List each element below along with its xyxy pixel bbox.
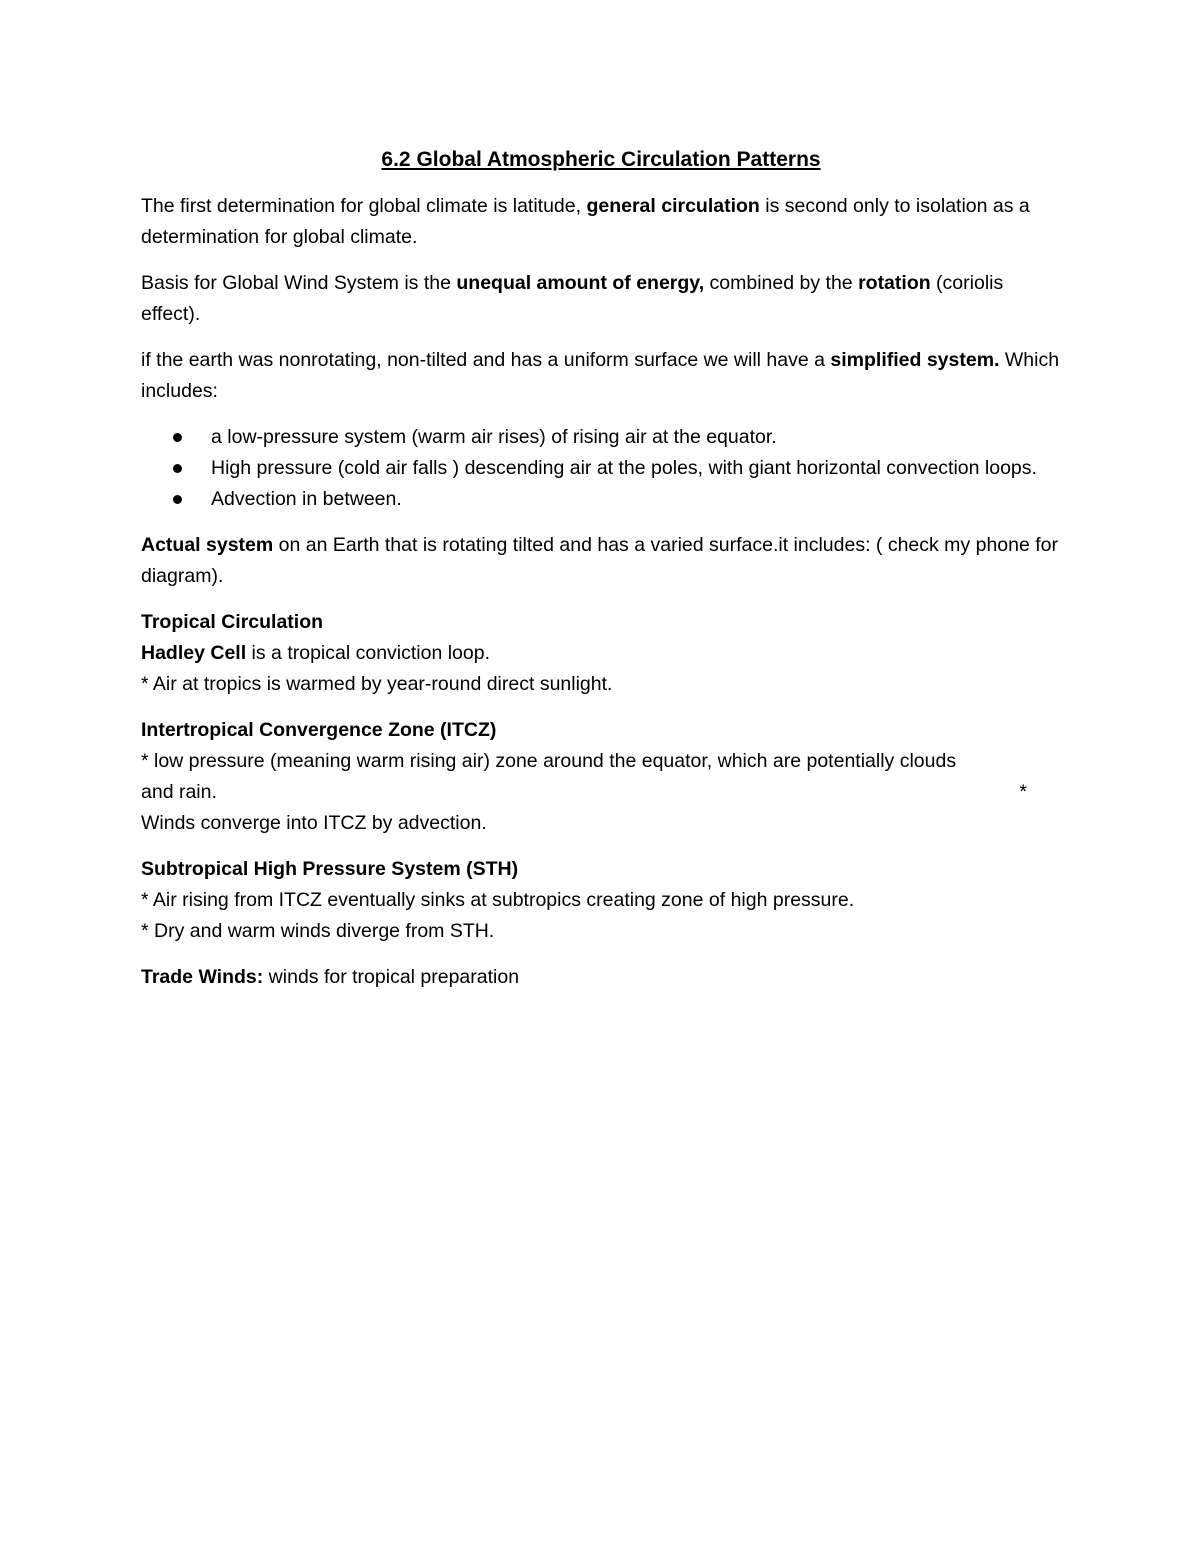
bullet-icon [173,495,182,504]
section-heading: Tropical Circulation [141,611,324,633]
bold-text: general circulation [586,195,760,217]
bold-text: Trade Winds: [141,966,264,988]
text: is second only to isolation as a determination for global climate. [141,195,1030,248]
text: if the earth was nonrotating, non-tilted and has a uniform surface we will have a [141,349,831,371]
list-item [141,453,1061,484]
list-item [141,422,1061,453]
text: Which includes: [141,349,1060,402]
text: (coriolis effect). [141,272,1004,325]
list-item [141,484,1061,515]
bold-text: rotation [858,272,931,294]
text: and rain. [141,781,217,803]
paragraph-general-circulation [141,191,1061,253]
text: combined by the [704,272,859,294]
list-item-text: a low-pressure system (warm air rises) of rising air at the equator. [211,426,777,448]
text: The first determination for global climate is latitude, [141,195,587,217]
paragraph-trade-winds [141,962,1061,993]
list-item-text: Advection in between. [211,488,402,510]
section-itcz [141,715,1061,839]
bold-text: Actual system [141,534,274,556]
text-line: Winds converge into ITCZ by advection. [141,812,487,834]
bullet-icon [173,464,182,473]
section-heading: Intertropical Convergence Zone (ITCZ) [141,719,497,741]
page-title: 6.2 Global Atmospheric Circulation Patterns [381,148,821,171]
section-heading: Subtropical High Pressure System (STH) [141,858,519,880]
text-line: * Dry and warm winds diverge from STH. [141,920,495,942]
list-item-text: High pressure (cold air falls ) descending air at the poles, with giant horizontal convection loops. [211,457,1037,479]
paragraph-simplified-system [141,345,1061,407]
text-line [141,777,1061,808]
section-sth [141,854,1061,947]
paragraph-wind-system-basis [141,268,1061,330]
text-line: * Air rising from ITCZ eventually sinks at subtropics creating zone of high pressure. [141,889,855,911]
text-line: * Air at tropics is warmed by year-round direct sunlight. [141,673,613,695]
bold-text: simplified system. [830,349,1000,371]
document-body [141,145,1061,1008]
bold-text: Hadley Cell [141,642,247,664]
paragraph-actual-system [141,530,1061,592]
text-line [141,638,1061,669]
section-tropical-circulation [141,607,1061,700]
text: is a tropical conviction loop. [246,642,491,664]
text: Basis for Global Wind System is the [141,272,457,294]
text: winds for tropical preparation [263,966,520,988]
bullet-list [141,422,1061,515]
bullet-icon [173,433,182,442]
asterisk: * [1019,781,1027,803]
text-line: * low pressure (meaning warm rising air) zone around the equator, which are potentially clouds [141,750,957,772]
bold-text: unequal amount of energy, [456,272,705,294]
text: on an Earth that is rotating tilted and has a varied surface.it includes: ( check my phone for diagram). [141,534,1058,587]
